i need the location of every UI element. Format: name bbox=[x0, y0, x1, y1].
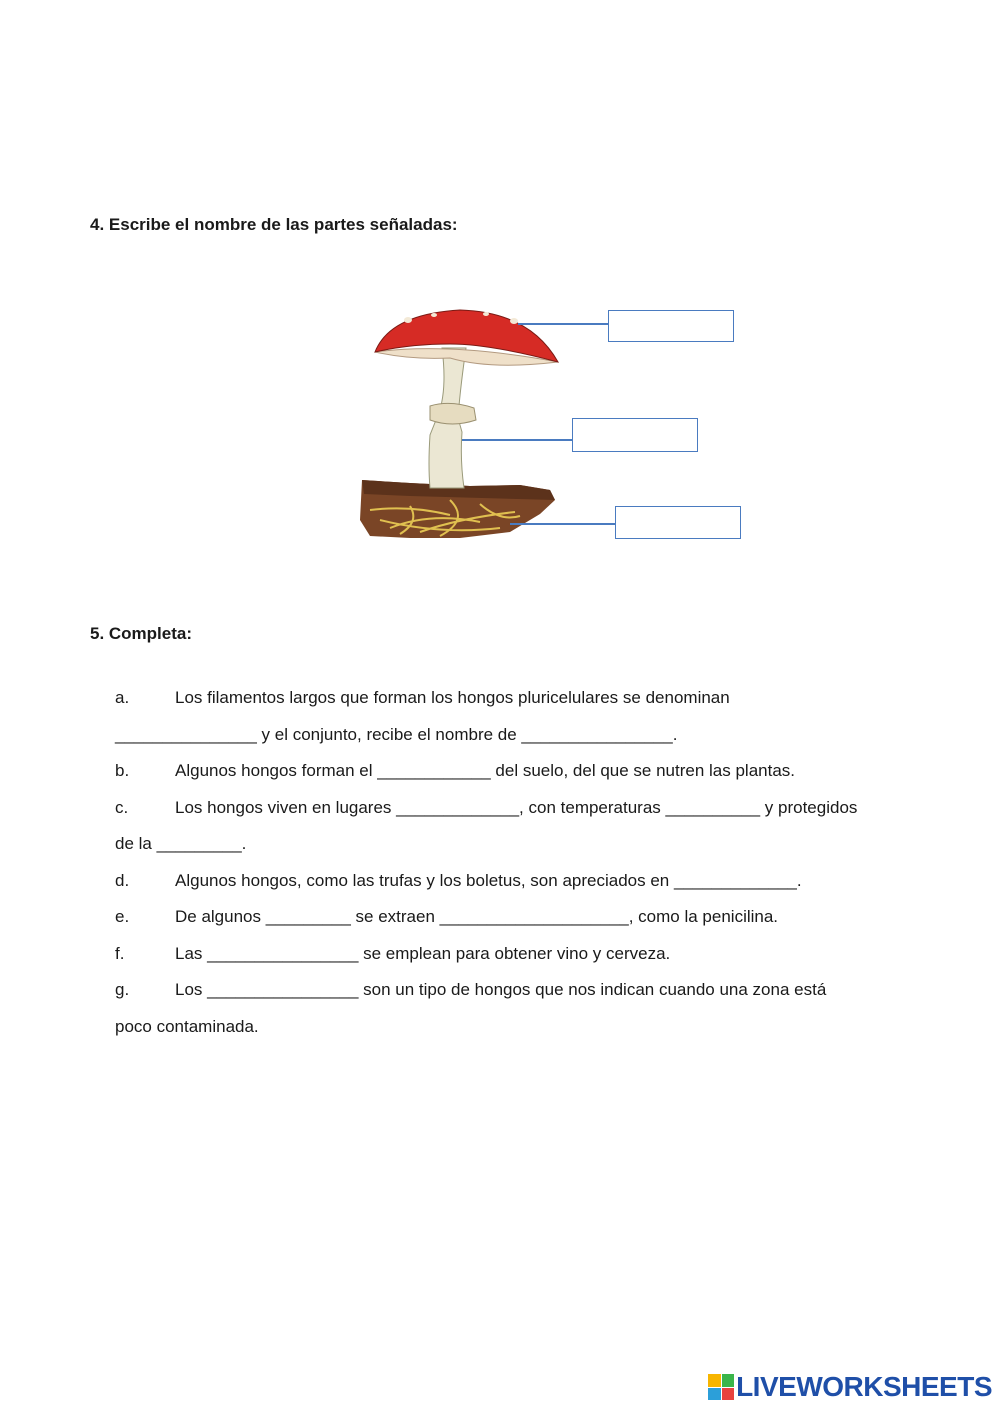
item-text: Los ________________ son un tipo de hongos que nos indican cuando una zona está bbox=[175, 980, 827, 999]
exercise-item-d bbox=[115, 863, 907, 900]
item-letter: a. bbox=[115, 688, 130, 707]
exercise-item-c bbox=[115, 790, 907, 827]
exercise-item-b bbox=[115, 753, 907, 790]
exercise-item-c-cont bbox=[115, 826, 907, 863]
item-text: Algunos hongos, como las trufas y los boletus, son apreciados en _____________. bbox=[175, 870, 802, 890]
item-letter: b. bbox=[115, 761, 130, 780]
item-text: Algunos hongos forman el ____________ del suelo, del que se nutren las plantas. bbox=[175, 761, 796, 780]
logo-square bbox=[708, 1388, 721, 1401]
soil-layer bbox=[360, 480, 555, 538]
exercise-item-a bbox=[115, 680, 907, 717]
question-5-heading: 5. Completa: bbox=[90, 624, 193, 643]
logo-text: LIVEWORKSHEETS bbox=[736, 1371, 992, 1402]
logo-square bbox=[708, 1374, 721, 1387]
answer-box-cap[interactable] bbox=[608, 310, 734, 342]
answer-box-mycelium[interactable] bbox=[615, 506, 741, 539]
item-text: De algunos _________ se extraen ____________________, como la penicilina. bbox=[175, 907, 779, 926]
exercise-item-g bbox=[115, 972, 907, 1009]
item-letter: c. bbox=[115, 797, 129, 817]
item-letter: g. bbox=[115, 980, 130, 999]
item-text: Los filamentos largos que forman los hongos pluricelulares se denominan bbox=[175, 688, 730, 707]
exercise-item-a-cont bbox=[115, 717, 907, 754]
item-text: Los hongos viven en lugares _____________, con temperaturas __________ y protegidos bbox=[175, 797, 858, 817]
liveworksheets-logo bbox=[708, 1371, 992, 1403]
item-letter: f. bbox=[115, 943, 125, 963]
item-text: poco contaminada. bbox=[115, 1016, 259, 1036]
logo-mark-icon bbox=[708, 1374, 734, 1400]
exercise-item-e bbox=[115, 899, 907, 936]
answer-box-stem[interactable] bbox=[572, 418, 698, 452]
item-letter: e. bbox=[115, 907, 130, 926]
exercise-item-f bbox=[115, 936, 907, 973]
item-letter: d. bbox=[115, 870, 130, 890]
logo-square bbox=[722, 1388, 735, 1401]
question-4-heading: 4. Escribe el nombre de las partes señaladas: bbox=[90, 215, 458, 234]
item-text: _______________ y el conjunto, recibe el nombre de ________________. bbox=[115, 724, 678, 744]
exercise-list bbox=[115, 680, 907, 1045]
exercise-item-g-cont bbox=[115, 1009, 907, 1046]
item-text: de la _________. bbox=[115, 834, 247, 853]
mushroom-ring bbox=[430, 403, 476, 424]
item-text: Las ________________ se emplean para obtener vino y cerveza. bbox=[175, 943, 671, 963]
logo-square bbox=[722, 1374, 735, 1387]
